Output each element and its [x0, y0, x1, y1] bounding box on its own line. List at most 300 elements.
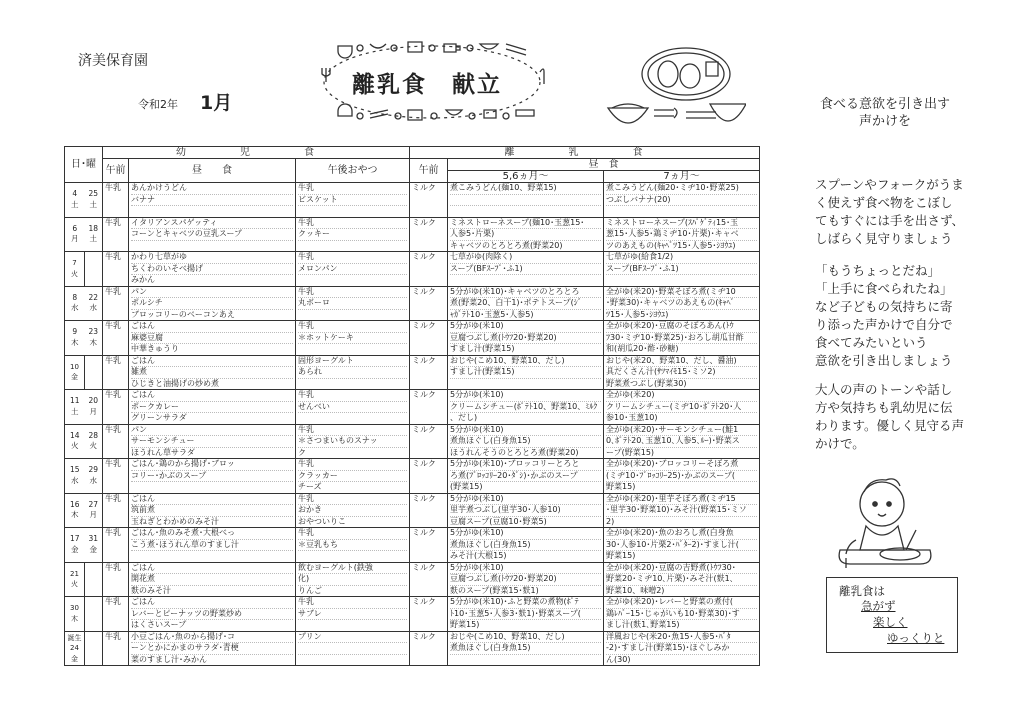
header-7-months: 7ヵ月～ [604, 171, 760, 183]
baby-5-6-line: 5分がゆ(米10) [450, 528, 601, 540]
baby-5-6-line: おじや(こめ10、野菜10、だし) [450, 356, 601, 368]
baby-7-line: 全がゆ(米20)･魚のおろし煮(白身魚 [606, 528, 757, 540]
am-baby-cell: ミルク [410, 493, 448, 528]
note-line-1: 離乳食は [839, 584, 885, 598]
advice-line: かけで。 [815, 436, 865, 451]
menu-row [65, 631, 760, 666]
baby-7-line: 全がゆ(米20)･里芋そぼろ煮(ミヂ15 [606, 494, 757, 506]
baby-5-6-line: 里芋煮つぶし(里芋30･人参10) [450, 505, 601, 517]
am-baby-cell: ミルク [410, 183, 448, 218]
baby-5-6-cell [448, 562, 604, 597]
baby-7-cell [604, 493, 760, 528]
baby-7-line: -2)･すまし汁(野菜15)･ほぐしみか [606, 643, 757, 655]
lunch-line: レバーとピーナッツの野菜炒め [131, 609, 293, 621]
baby-5-6-cell [448, 528, 604, 563]
am-baby-cell: ミルク [410, 597, 448, 632]
snack-cell [296, 355, 410, 390]
snack-line [298, 620, 407, 631]
advice-line: く使えず食べ物をこぼし [815, 195, 953, 210]
snack-line: 牛乳 [298, 459, 407, 471]
baby-7-line [606, 206, 757, 217]
baby-5-6-line: 5分がゆ(米10)･キャベツのとろとろ [450, 287, 601, 299]
lunch-cell [129, 562, 296, 597]
snack-cell [296, 390, 410, 425]
lunch-line: ごはん [131, 563, 293, 575]
baby-7-line: 具だくさん汁(ｻﾂﾏｲﾓ15･ミソ2) [606, 367, 757, 379]
snack-line: おかき [298, 505, 407, 517]
baby-5-6-line: 豆腐つぶし煮(ﾄｳﾌ20･野菜20) [450, 574, 601, 586]
lunch-line [131, 482, 293, 493]
lunch-cell [129, 183, 296, 218]
baby-7-line: クリームシチュー(ミヂ10･ﾎﾟﾃﾄ20･人 [606, 402, 757, 414]
meal-tray-illustration [606, 44, 746, 132]
date-cell-2: 29 水 [85, 459, 103, 494]
date-cell: 15 水 [65, 459, 85, 494]
baby-7-line: 野菜15) [606, 482, 636, 491]
advice-paragraph-2 [815, 262, 975, 370]
advice-heading-line2: 声かけを [858, 114, 911, 129]
am-drink-cell: 牛乳 [103, 355, 129, 390]
lunch-line: ごはん [131, 494, 293, 506]
lunch-line: 玉ねぎとわかめのみそ汁 [131, 516, 219, 526]
date-cell: 30 木 [65, 597, 85, 632]
baby-7-line: 全がゆ(米20)･レバーと野菜の煮付( [606, 597, 757, 609]
baby-7-cell [604, 217, 760, 252]
am-baby-cell: ミルク [410, 286, 448, 321]
date-cell: 10 金 [65, 355, 85, 390]
baby-7-line: 和(胡瓜20･酢･砂糖) [606, 344, 679, 353]
baby-5-6-line: 5分がゆ(米10) [450, 321, 601, 333]
advice-line: 「上手に食べられたね」 [815, 281, 953, 296]
date-cell: 7 火 [65, 252, 85, 287]
baby-7-line: 30･人参10･片栗2･ﾊﾞﾀｰ2)･すまし汁( [606, 540, 757, 552]
snack-cell [296, 459, 410, 494]
snack-line [298, 379, 407, 390]
baby-7-line: ﾂ15･人参5･ｼﾖｳﾕ) [606, 309, 669, 319]
snack-cell [296, 597, 410, 632]
baby-5-6-line: 七草がゆ(肉除く) [450, 252, 601, 264]
baby-5-6-line: スープ(BFｽｰﾌﾟ･ふ1) [450, 264, 601, 276]
menu-row [65, 321, 760, 356]
lunch-line: はくさいスープ [131, 620, 187, 629]
baby-7-line: 全がゆ(米20)･ブロッコリーそぼろ煮 [606, 459, 757, 471]
snack-line: 牛乳 [298, 183, 407, 195]
snack-line: 飲むヨーグルト(鉄強 [298, 563, 407, 575]
baby-7-line: スープ(BFｽｰﾌﾟ･ふ1) [606, 264, 757, 276]
lunch-line: 菜のすまし汁･みかん [131, 654, 207, 664]
snack-line [298, 275, 407, 286]
baby-5-6-line: 豆腐つぶし煮(ﾄｳﾌ20･野菜20) [450, 333, 601, 345]
date-cell-2: 20 月 [85, 390, 103, 425]
am-drink-cell: 牛乳 [103, 390, 129, 425]
baby-5-6-line: 野菜15) [450, 620, 480, 629]
note-box [826, 577, 958, 653]
baby-7-line: 全がゆ(米20)･サーモンシチュー(鮭1 [606, 425, 757, 437]
menu-title: 離乳食 献立 [352, 72, 502, 98]
note-line-3: 楽しく [873, 615, 908, 629]
baby-7-line [606, 275, 757, 286]
baby-7-line: 全がゆ(米20)･豆腐の吉野煮(ﾄｳﾌ30･ [606, 563, 757, 575]
lunch-line: サーモンシチュー [131, 436, 293, 448]
baby-5-6-line: ろ煮(ﾌﾞﾛｯｺﾘｰ20･ﾀﾞｼ)･かぶのスープ [450, 471, 601, 483]
baby-7-cell [604, 286, 760, 321]
snack-line [298, 310, 407, 321]
advice-line: 食べてみたいという [815, 335, 928, 350]
baby-7-line: ミネストローネスープ(ｽﾊﾟｹﾞﾃｨ15･玉 [606, 218, 757, 230]
snack-line: 牛乳 [298, 597, 407, 609]
baby-5-6-cell [448, 459, 604, 494]
date-cell-2 [85, 562, 103, 597]
advice-line: り添った声かけで自分で [815, 317, 953, 332]
am-baby-cell: ミルク [410, 424, 448, 459]
date-cell-2 [85, 252, 103, 287]
date-cell-2: 22 水 [85, 286, 103, 321]
snack-line [298, 241, 407, 252]
snack-line: 丸ボーロ [298, 298, 407, 310]
lunch-line: 麻婆豆腐 [131, 333, 293, 345]
baby-5-6-line: ほうれんそうのとろとろ煮(野菜20) [450, 447, 579, 457]
menu-table [64, 146, 760, 666]
baby-5-6-line [450, 206, 601, 217]
baby-7-cell [604, 321, 760, 356]
lunch-cell [129, 597, 296, 632]
snack-line: 固形ヨーグルト [298, 356, 407, 368]
lunch-line: ごはん [131, 321, 293, 333]
baby-5-6-cell [448, 424, 604, 459]
date-cell-2 [85, 597, 103, 632]
baby-7-line: ープ(野菜15) [606, 447, 655, 457]
baby-7-line: 0､ﾎﾟﾃﾄ20､玉葱10､人参5､ﾙｰ)･野菜ス [606, 436, 757, 448]
advice-paragraph-1 [815, 176, 975, 248]
snack-line: 牛乳 [298, 287, 407, 299]
advice-line: 「もうちょっとだね」 [815, 263, 941, 278]
snack-cell [296, 321, 410, 356]
baby-5-6-line: 5分がゆ(米10) [450, 425, 601, 437]
am-drink-cell: 牛乳 [103, 183, 129, 218]
baby-5-6-line: おじや(こめ10、野菜10、だし) [450, 632, 601, 644]
lunch-line: 開花煮 [131, 574, 293, 586]
advice-line: など子どもの気持ちに寄 [815, 299, 953, 314]
header-5-6-months: 5,6ヵ月～ [448, 171, 604, 183]
baby-5-6-line [450, 379, 601, 390]
snack-line: クッキー [298, 229, 407, 241]
menu-row [65, 562, 760, 597]
date-cell: 8 水 [65, 286, 85, 321]
header-day: 日･曜 [65, 147, 103, 183]
date-cell-2: 18 土 [85, 217, 103, 252]
baby-7-cell [604, 562, 760, 597]
snack-cell [296, 562, 410, 597]
lunch-cell [129, 252, 296, 287]
date-cell-2: 23 木 [85, 321, 103, 356]
lunch-line: コリー･かぶのスープ [131, 471, 293, 483]
lunch-line: かわり七草がゆ [131, 252, 293, 264]
am-baby-cell: ミルク [410, 631, 448, 666]
lunch-line: ごはん [131, 390, 293, 402]
baby-7-line: ツのあえもの(ｷｬﾍﾞﾂ15･人参5･ｼﾖｳﾕ) [606, 240, 736, 250]
lunch-line: 中華きゅうり [131, 344, 179, 353]
advice-line: 方や気持ちも乳幼児に伝 [815, 400, 953, 415]
baby-7-line: 洋風おじや(米20･魚15･人参5･ﾊﾞﾀ [606, 632, 757, 644]
menu-row [65, 217, 760, 252]
snack-cell [296, 424, 410, 459]
baby-5-6-line: みそ汁(大根15) [450, 551, 507, 560]
baby-7-line: 参10･玉葱10) [606, 413, 658, 422]
baby-7-line: 全がゆ(米20) [606, 390, 757, 402]
baby-7-line: 2) [606, 516, 615, 526]
am-baby-cell: ミルク [410, 355, 448, 390]
lunch-line: あんかけうどん [131, 183, 293, 195]
snack-line: クラッカー [298, 471, 407, 483]
baby-5-6-cell [448, 217, 604, 252]
baby-5-6-line: 5分がゆ(米10)･ふと野菜の煮物(ﾎﾟﾃ [450, 597, 601, 609]
header-lunch-baby: 昼 食 [448, 159, 760, 171]
date-cell-2 [85, 631, 103, 666]
lunch-line [131, 551, 293, 562]
snack-line [298, 413, 407, 424]
snack-cell [296, 528, 410, 563]
lunch-line: ブロッコリーのベーコンあえ [131, 309, 235, 319]
am-drink-cell: 牛乳 [103, 459, 129, 494]
baby-5-6-line: ｬｶﾞﾃﾄ10･玉葱5･人参5) [450, 309, 534, 319]
baby-7-cell [604, 528, 760, 563]
date-cell-2 [85, 355, 103, 390]
snack-line: ク [298, 447, 306, 457]
era-year: 令和2年 [138, 98, 178, 111]
lunch-line: パン [131, 425, 293, 437]
lunch-line: パン [131, 287, 293, 299]
baby-5-6-line: 煮魚ほぐし(白身魚15) [450, 436, 601, 448]
header-lunch: 昼 食 [129, 159, 296, 183]
snack-cell [296, 217, 410, 252]
baby-7-line: ﾌ30･ミヂ10･野菜25)･おろし胡瓜甘酢 [606, 333, 757, 345]
advice-heading [795, 96, 975, 130]
baby-5-6-line: 麩のスープ(野菜15･麩1) [450, 585, 539, 595]
snack-line: サブレ [298, 609, 407, 621]
am-drink-cell: 牛乳 [103, 286, 129, 321]
note-line-4: ゆっくりと [887, 631, 945, 645]
lunch-line: ごはん･鶏のから揚げ･ブロッ [131, 459, 293, 471]
baby-7-line: ん(30) [606, 654, 631, 664]
baby-7-line: 野菜10、味噌2) [606, 585, 665, 595]
lunch-cell [129, 390, 296, 425]
date-cell-2: 27 月 [85, 493, 103, 528]
date-cell: 誕生 24 金 [65, 631, 85, 666]
month-label: 1月 [200, 92, 233, 114]
snack-line: ビスケット [298, 195, 407, 207]
lunch-line: ごはん [131, 356, 293, 368]
baby-5-6-line [450, 275, 601, 286]
baby-5-6-cell [448, 631, 604, 666]
lunch-line: こう煮･ほうれん草のすまし汁 [131, 540, 293, 552]
baby-eating-illustration [826, 470, 946, 580]
lunch-line: 小豆ごはん･魚のから揚げ･コ [131, 632, 293, 644]
am-baby-cell: ミルク [410, 459, 448, 494]
lunch-cell [129, 286, 296, 321]
lunch-line: ひじきと油揚げの炒め煮 [131, 378, 219, 388]
menu-row [65, 252, 760, 287]
am-drink-cell: 牛乳 [103, 252, 129, 287]
am-baby-cell: ミルク [410, 562, 448, 597]
advice-line: しばらく見守りましょう [815, 231, 953, 246]
lunch-cell [129, 493, 296, 528]
baby-7-line: 鶏ﾚﾊﾞｰ15･じゃがいも10･野菜30)･す [606, 609, 757, 621]
baby-5-6-line: クリームシチュー(ﾎﾟﾃﾄ10、野菜10、ﾐﾙｸ [450, 402, 601, 414]
baby-7-cell [604, 355, 760, 390]
snack-line [298, 643, 407, 655]
baby-7-line: 七草がゆ(給食1/2) [606, 252, 757, 264]
snack-line [298, 551, 407, 562]
menu-row [65, 424, 760, 459]
baby-5-6-line: 煮魚ほぐし(白身魚15) [450, 540, 601, 552]
advice-line: 大人の声のトーンや話し [815, 382, 953, 397]
baby-5-6-line: ﾄ10･玉葱5･人参3･麩1)･野菜スープ( [450, 609, 601, 621]
header-baby-food: 離 乳 食 [410, 147, 760, 159]
baby-7-cell [604, 424, 760, 459]
lunch-line: イタリアンスパゲッティ [131, 218, 293, 230]
date-cell: 9 木 [65, 321, 85, 356]
snack-line: せんべい [298, 402, 407, 414]
baby-7-line: 全がゆ(米20)･豆腐のそぼろあん(ﾄｳ [606, 321, 757, 333]
am-drink-cell: 牛乳 [103, 493, 129, 528]
note-line-2: 急がず [861, 599, 896, 613]
snack-line: 牛乳 [298, 390, 407, 402]
snack-line: ＊豆乳もち [298, 540, 407, 552]
date-cell: 17 金 [65, 528, 85, 563]
date-cell-2: 25 土 [85, 183, 103, 218]
lunch-line: コーンとキャベツの豆乳スープ [131, 229, 293, 241]
baby-7-line: 野菜20･ミヂ10､片栗)･みそ汁(麩1､ [606, 574, 757, 586]
baby-5-6-cell [448, 597, 604, 632]
menu-row [65, 459, 760, 494]
baby-5-6-cell [448, 252, 604, 287]
header-infant-meal: 幼 児 食 [103, 147, 410, 159]
am-drink-cell: 牛乳 [103, 597, 129, 632]
lunch-line: 筑前煮 [131, 505, 293, 517]
menu-row [65, 183, 760, 218]
lunch-cell [129, 217, 296, 252]
date-cell: 4 土 [65, 183, 85, 218]
lunch-line: ごはん･魚のみそ煮･大根べっ [131, 528, 293, 540]
lunch-cell [129, 355, 296, 390]
baby-5-6-cell [448, 286, 604, 321]
baby-5-6-line: 煮魚ほぐし(白身魚15) [450, 643, 601, 655]
lunch-line: みかん [131, 275, 155, 284]
am-baby-cell: ミルク [410, 321, 448, 356]
advice-line: 意欲を引き出しましょう [815, 353, 953, 368]
date-cell: 11 土 [65, 390, 85, 425]
header-am: 午前 [103, 159, 129, 183]
snack-cell [296, 286, 410, 321]
am-baby-cell: ミルク [410, 217, 448, 252]
baby-5-6-line: 煮(野菜20、白干1)･ポテトスープ(ｼﾞ [450, 298, 601, 310]
baby-5-6-cell [448, 355, 604, 390]
snack-line: 化) [298, 574, 407, 586]
nursery-name: 済美保育園 [78, 53, 148, 69]
am-drink-cell: 牛乳 [103, 424, 129, 459]
baby-7-line: 野菜15) [606, 551, 636, 560]
baby-7-line: 煮こみうどん(麺20･ミヂ10･野菜25) [606, 183, 757, 195]
advice-heading-line1: 食べる意欲を引き出す [819, 97, 950, 112]
snack-cell [296, 493, 410, 528]
baby-7-cell [604, 252, 760, 287]
baby-5-6-cell [448, 183, 604, 218]
baby-7-line: ･野菜30)･キャベツのあえもの(ｷｬﾍﾞ [606, 298, 757, 310]
am-drink-cell: 牛乳 [103, 631, 129, 666]
snack-line: 牛乳 [298, 321, 407, 333]
date-cell: 6 月 [65, 217, 85, 252]
lunch-line: 雑煮 [131, 367, 293, 379]
date-cell-2: 31 金 [85, 528, 103, 563]
baby-5-6-line: ミネストローネスープ(麺10･玉葱15･ [450, 218, 601, 230]
am-drink-cell: 牛乳 [103, 321, 129, 356]
lunch-line: グリーンサラダ [131, 413, 187, 422]
baby-5-6-line: 人参5･片栗) [450, 229, 601, 241]
baby-5-6-line: 5分がゆ(米10) [450, 390, 601, 402]
am-drink-cell: 牛乳 [103, 562, 129, 597]
baby-7-line: まし汁(麩1､野菜15) [606, 620, 680, 629]
baby-5-6-line: キャベツのとろとろ煮(野菜20) [450, 240, 563, 250]
am-baby-cell: ミルク [410, 528, 448, 563]
am-drink-cell: 牛乳 [103, 217, 129, 252]
lunch-line: 麩のみそ汁 [131, 585, 171, 595]
am-drink-cell: 牛乳 [103, 528, 129, 563]
lunch-line: ごはん [131, 597, 293, 609]
lunch-line [131, 206, 293, 217]
snack-line: 牛乳 [298, 218, 407, 230]
snack-line: ＊ホットケーキ [298, 333, 407, 345]
baby-7-line: 全がゆ(米20)･野菜そぼろ煮(ミヂ10 [606, 287, 757, 299]
menu-row [65, 493, 760, 528]
baby-5-6-line: 5分がゆ(米10) [450, 494, 601, 506]
baby-5-6-line: 豆腐スープ(豆腐10･野菜5) [450, 516, 547, 526]
snack-line: プリン [298, 632, 407, 644]
snack-line: チーズ [298, 482, 322, 491]
baby-7-line: おじや(米20、野菜10、だし、醤油) [606, 356, 757, 368]
baby-7-line: つぶしバナナ(20) [606, 195, 757, 207]
lunch-cell [129, 321, 296, 356]
date-cell: 14 火 [65, 424, 85, 459]
lunch-cell [129, 631, 296, 666]
baby-5-6-line [450, 195, 601, 207]
snack-line: 牛乳 [298, 425, 407, 437]
lunch-line: バナナ [131, 195, 293, 207]
baby-5-6-line: すまし汁(野菜15) [450, 367, 601, 379]
baby-5-6-cell [448, 493, 604, 528]
menu-row [65, 286, 760, 321]
lunch-line: ポルシチ [131, 298, 293, 310]
snack-line: メロンパン [298, 264, 407, 276]
lunch-line [131, 241, 293, 252]
baby-5-6-line: (野菜15) [450, 482, 483, 491]
snack-line: あられ [298, 367, 407, 379]
baby-5-6-cell [448, 321, 604, 356]
am-baby-cell: ミルク [410, 252, 448, 287]
am-baby-cell: ミルク [410, 390, 448, 425]
menu-row [65, 355, 760, 390]
menu-row [65, 390, 760, 425]
snack-line: りんご [298, 585, 322, 595]
baby-7-cell [604, 631, 760, 666]
snack-line: ＊さつまいものスナッ [298, 436, 407, 448]
baby-7-line: ･里芋30･野菜10)･みそ汁(野菜15･ミソ [606, 505, 757, 517]
baby-5-6-line: すまし汁(野菜15) [450, 344, 515, 353]
baby-5-6-line [450, 655, 601, 666]
lunch-cell [129, 459, 296, 494]
baby-7-cell [604, 597, 760, 632]
advice-line: スプーンやフォークがうま [815, 177, 964, 192]
snack-line [298, 206, 407, 217]
